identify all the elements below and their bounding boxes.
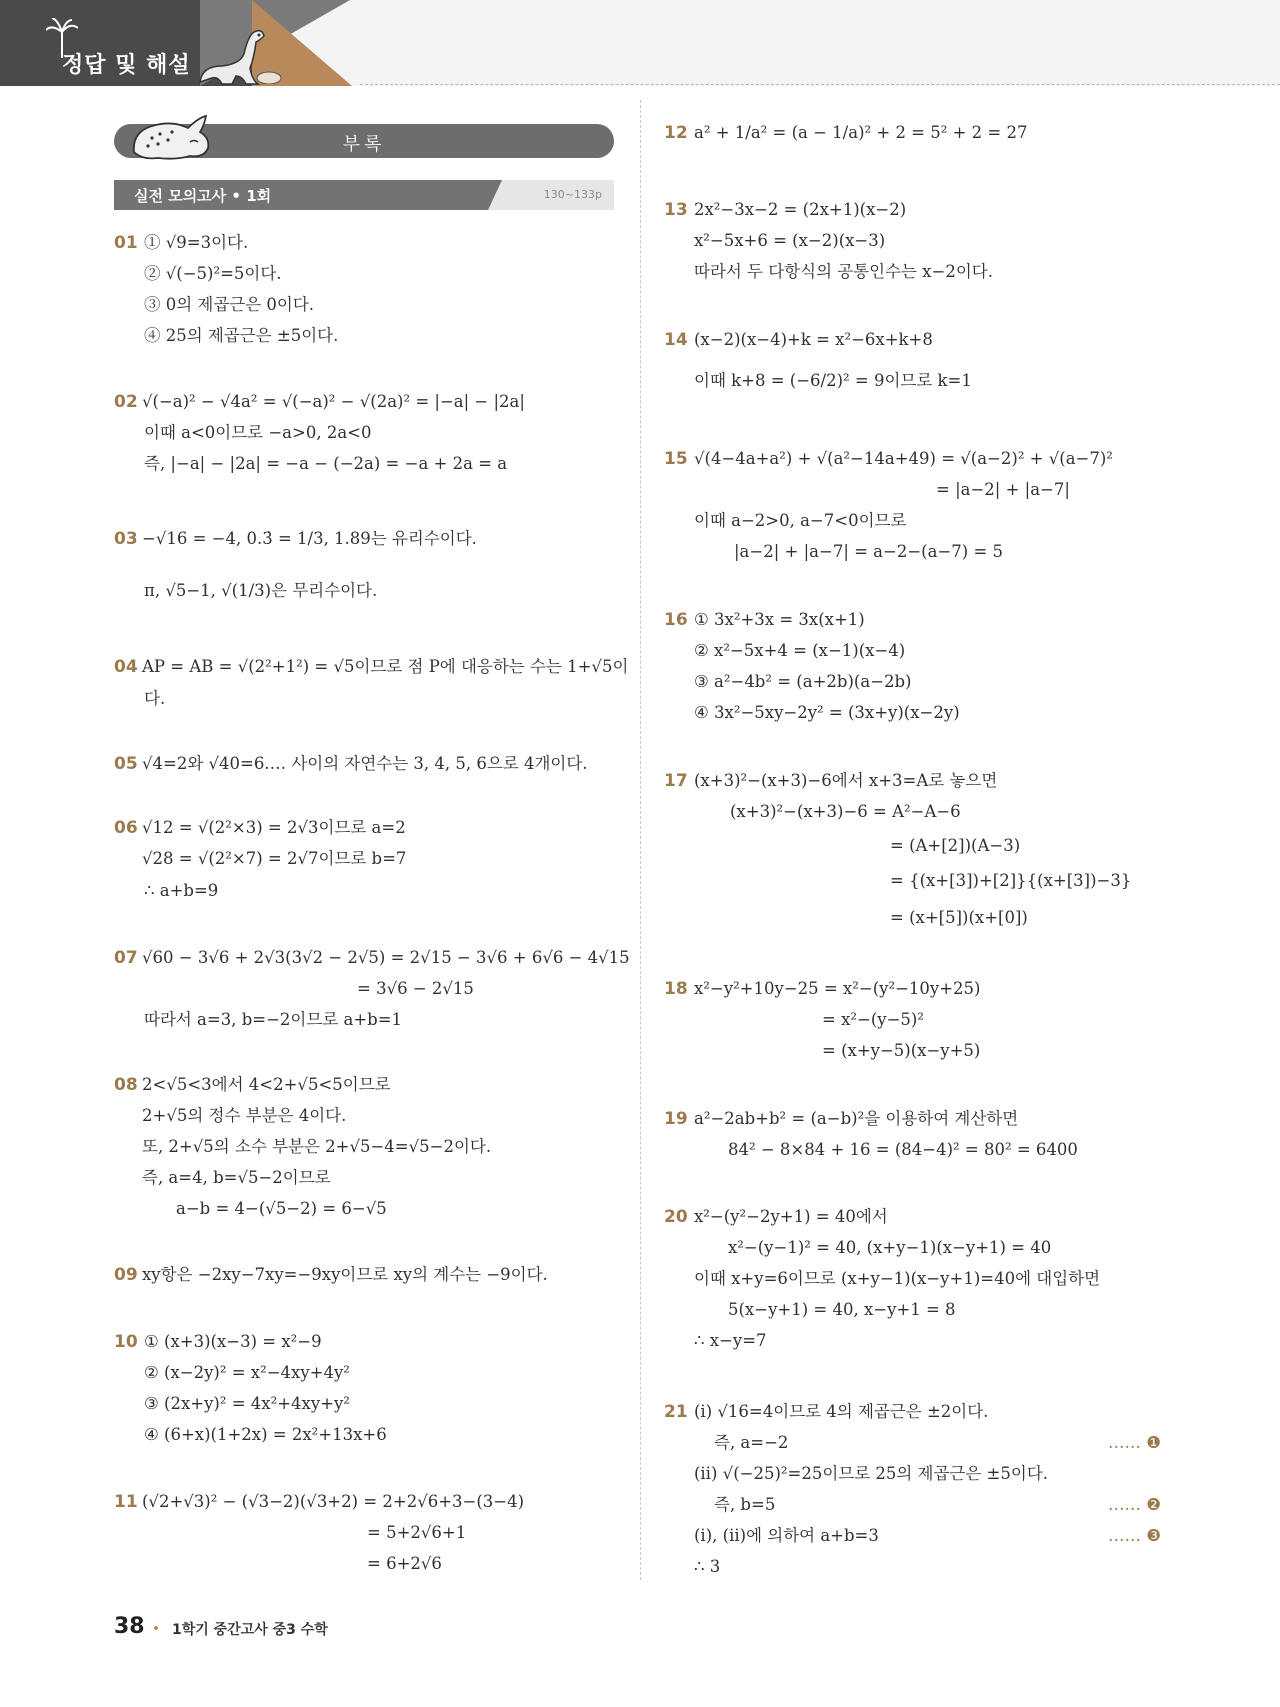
- problem-number: 07: [114, 948, 138, 968]
- solution-line: 84² − 8×84 + 16 = (84−4)² = 80² = 6400: [728, 1140, 1078, 1159]
- appendix-banner-title: 부록: [342, 134, 386, 155]
- solution-line: ④ 3x²−5xy−2y² = (3x+y)(x−2y): [694, 703, 960, 722]
- solution-line: = (A+[2])(A−3): [890, 836, 1021, 855]
- problem-number: 20: [664, 1207, 688, 1227]
- solution-line: ① √9=3이다.: [144, 233, 249, 252]
- solution-line: = 6+2√6: [367, 1554, 442, 1573]
- solution-line: ∴ x−y=7: [694, 1331, 767, 1350]
- problem-number: 16: [664, 610, 688, 630]
- solution-line: = x²−(y−5)²: [822, 1010, 924, 1029]
- solution-line: 이때 a<0이므로 −a>0, 2a<0: [144, 423, 372, 442]
- problem-number: 11: [114, 1492, 138, 1512]
- header-title: 정답 및 해설: [62, 53, 191, 78]
- step-marker-2: …… ❷: [1108, 1495, 1162, 1514]
- solution-line: 따라서 a=3, b=−2이므로 a+b=1: [144, 1010, 403, 1029]
- section-bar: [114, 180, 614, 210]
- solution-line: a−b = 4−(√5−2) = 6−√5: [176, 1199, 387, 1218]
- solution-line: x²−(y²−2y+1) = 40에서: [694, 1207, 888, 1226]
- problem-number: 18: [664, 979, 688, 999]
- solution-line: 5(x−y+1) = 40, x−y+1 = 8: [728, 1300, 956, 1319]
- solution-line: |a−2| + |a−7| = a−2−(a−7) = 5: [734, 542, 1004, 561]
- solution-line: √4=2와 √40=6.… 사이의 자연수는 3, 4, 5, 6으로 4개이다.: [142, 754, 588, 773]
- solution-line: ∴ 3: [694, 1557, 721, 1576]
- solution-line: = (x+y−5)(x−y+5): [822, 1041, 981, 1060]
- solution-line: (ⅰ), (ⅱ)에 의하여 a+b=3: [694, 1526, 879, 1545]
- solution-line: (ⅰ) √16=4이므로 4의 제곱근은 ±2이다.: [694, 1402, 989, 1421]
- solution-line: ① (x+3)(x−3) = x²−9: [144, 1332, 322, 1351]
- book-title: 1학기 중간고사 중3 수학: [172, 1622, 328, 1638]
- problem-number: 01: [114, 233, 138, 253]
- solution-line: (x−2)(x−4)+k = x²−6x+k+8: [694, 330, 933, 349]
- solution-line: xy항은 −2xy−7xy=−9xy이므로 xy의 계수는 −9이다.: [142, 1265, 548, 1284]
- solution-line: √60 − 3√6 + 2√3(3√2 − 2√5) = 2√15 − 3√6 + 6√6 − 4√15: [142, 948, 630, 967]
- problem-number: 08: [114, 1075, 138, 1095]
- problem-number: 14: [664, 330, 688, 350]
- solution-line: √12 = √(2²×3) = 2√3이므로 a=2: [142, 818, 406, 837]
- solution-line: (x+3)²−(x+3)−6 = A²−A−6: [730, 802, 961, 821]
- solution-line: x²−(y−1)² = 40, (x+y−1)(x−y+1) = 40: [728, 1238, 1052, 1257]
- step-marker-1: …… ❶: [1108, 1433, 1162, 1452]
- problem-number: 05: [114, 754, 138, 774]
- solution-line: ② x²−5x+4 = (x−1)(x−4): [694, 641, 906, 660]
- solution-line: ③ 0의 제곱근은 0이다.: [144, 295, 315, 314]
- problem-number: 13: [664, 200, 688, 220]
- solution-line: 이때 a−2>0, a−7<0이므로: [694, 511, 907, 530]
- solution-line: 즉, a=−2: [714, 1433, 789, 1452]
- solution-line: (√2+√3)² − (√3−2)(√3+2) = 2+2√6+3−(3−4): [142, 1492, 525, 1511]
- egg-icon: [256, 70, 282, 84]
- solution-line: √(4−4a+a²) + √(a²−14a+49) = √(a−2)² + √(a−7)²: [694, 449, 1113, 468]
- section-pages: 130~133p: [543, 188, 602, 201]
- solution-line: (x+3)²−(x+3)−6에서 x+3=A로 놓으면: [694, 771, 998, 790]
- problem-number: 06: [114, 818, 138, 838]
- page-header: [0, 0, 1280, 86]
- footer-dot: [154, 1626, 158, 1630]
- solution-line: 즉, b=5: [714, 1495, 776, 1514]
- solution-line: = {(x+[3])+[2]}{(x+[3])−3}: [890, 871, 1132, 890]
- problem-number: 21: [664, 1402, 688, 1422]
- problem-number: 19: [664, 1109, 688, 1129]
- problem-number: 15: [664, 449, 688, 469]
- solution-line: √(−a)² − √4a² = √(−a)² − √(2a)² = |−a| − |2a|: [142, 392, 525, 411]
- section-bar-triangle: [488, 180, 502, 210]
- header-dashed-line: [360, 84, 1280, 85]
- solution-line: −√16 = −4, 0.3̇ = 1/3, 1.89는 유리수이다.: [142, 529, 477, 548]
- solution-line: = (x+[5])(x+[0]): [890, 908, 1028, 927]
- solution-line: AP = AB = √(2²+1²) = √5이므로 점 P에 대응하는 수는 1+√5이: [142, 657, 629, 676]
- problem-number: 04: [114, 657, 138, 677]
- solution-line: √28 = √(2²×7) = 2√7이므로 b=7: [142, 849, 407, 868]
- solution-line: 즉, a=4, b=√5−2이므로: [142, 1168, 331, 1187]
- solution-line: 다.: [144, 689, 166, 708]
- solution-line: x²−y²+10y−25 = x²−(y²−10y+25): [694, 979, 981, 998]
- solution-line: ② (x−2y)² = x²−4xy+4y²: [144, 1363, 350, 1382]
- solution-line: ① 3x²+3x = 3x(x+1): [694, 610, 865, 629]
- solution-line: 따라서 두 다항식의 공통인수는 x−2이다.: [694, 262, 993, 281]
- solution-line: 이때 x+y=6이므로 (x+y−1)(x−y+1)=40에 대입하면: [694, 1269, 1101, 1288]
- solution-line: = 5+2√6+1: [367, 1523, 467, 1542]
- solution-line: ∴ a+b=9: [144, 881, 219, 900]
- step-marker-3: …… ❸: [1108, 1526, 1162, 1545]
- solution-line: 즉, |−a| − |2a| = −a − (−2a) = −a + 2a = a: [144, 454, 508, 473]
- solution-line: = |a−2| + |a−7|: [936, 480, 1070, 499]
- problem-number: 17: [664, 771, 688, 791]
- solution-line: ④ (6+x)(1+2x) = 2x²+13x+6: [144, 1425, 387, 1444]
- solution-line: = 3√6 − 2√15: [357, 979, 474, 998]
- problem-number: 10: [114, 1332, 138, 1352]
- problem-number: 09: [114, 1265, 138, 1285]
- problem-number: 03: [114, 529, 138, 549]
- solution-line: 2<√5<3에서 4<2+√5<5이므로: [142, 1075, 391, 1094]
- solution-line: (ⅱ) √(−25)²=25이므로 25의 제곱근은 ±5이다.: [694, 1464, 1049, 1483]
- solution-line: a²−2ab+b² = (a−b)²을 이용하여 계산하면: [694, 1109, 1019, 1128]
- problem-number: 12: [664, 123, 688, 143]
- solution-line: ③ (2x+y)² = 4x²+4xy+y²: [144, 1394, 350, 1413]
- solution-line: 이때 k+8 = (−6/2)² = 9이므로 k=1: [694, 371, 972, 390]
- solution-line: x²−5x+6 = (x−2)(x−3): [694, 231, 886, 250]
- solution-line: ④ 25의 제곱근은 ±5이다.: [144, 326, 339, 345]
- solution-line: ③ a²−4b² = (a+2b)(a−2b): [694, 672, 912, 691]
- solution-line: 2+√5의 정수 부분은 4이다.: [142, 1106, 347, 1125]
- rhino-mascot-icon: [128, 112, 214, 164]
- column-divider: [640, 100, 641, 1580]
- solution-line: ② √(−5)²=5이다.: [144, 264, 282, 283]
- solution-line: 또, 2+√5의 소수 부분은 2+√5−4=√5−2이다.: [142, 1137, 492, 1156]
- section-title: 실전 모의고사 • 1회: [134, 187, 272, 205]
- solution-line: a² + 1/a² = (a − 1/a)² + 2 = 5² + 2 = 27: [694, 123, 1028, 142]
- problem-number: 02: [114, 392, 138, 412]
- solution-line: π, √5−1, √(1/3)은 무리수이다.: [144, 581, 378, 600]
- page-number: 38: [114, 1614, 145, 1639]
- solution-line: 2x²−3x−2 = (2x+1)(x−2): [694, 200, 907, 219]
